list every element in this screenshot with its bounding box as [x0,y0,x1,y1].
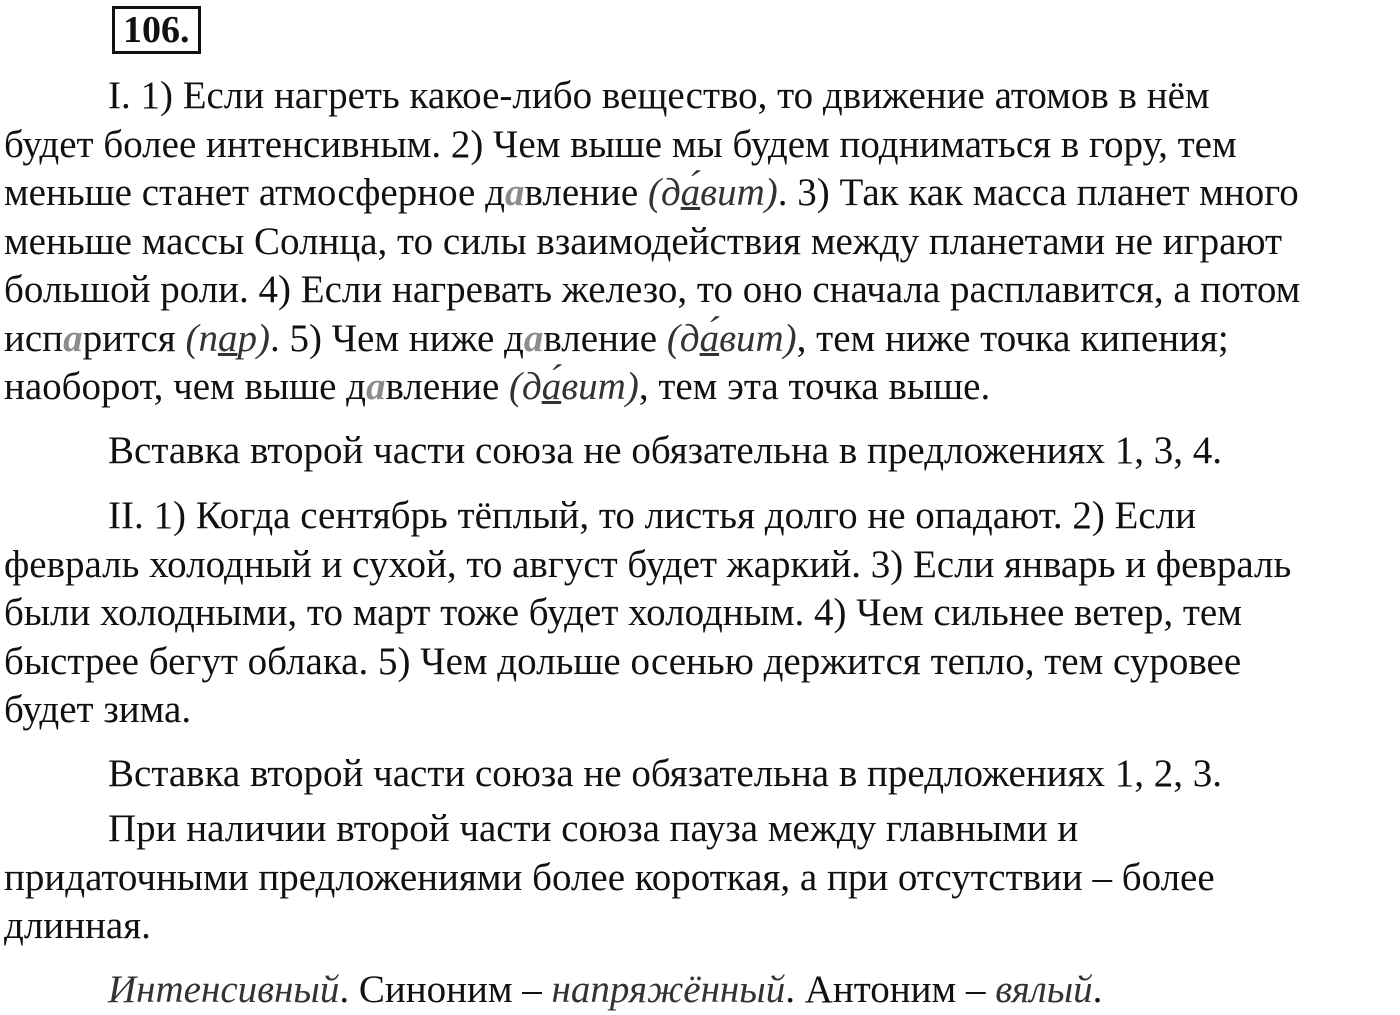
note-1 [4,427,1398,476]
check-word: (да́вит) [666,316,797,360]
text-run: , тем ниже точка кипения; [796,316,1229,360]
section-3 [4,805,1398,951]
text-run: меньше станет атмосферное д [4,171,505,214]
text-run: . [1092,968,1103,1011]
section-1-line-5: большой роли. 4) Если нагревать железо, то оно сначала расплавится, а потом [4,268,1301,311]
section-3-line-3: длинная. [4,904,151,947]
text-run: вление [543,316,667,360]
text-run: вление [524,171,648,214]
section-2 [4,492,1398,735]
highlighted-vowel: а [523,316,544,360]
text-run: . 5) Чем ниже д [269,316,524,360]
base-word: Интенсивный [108,968,340,1011]
section-2-line-3: были холодными, то март тоже будет холодным. 4) Чем сильнее ветер, тем [4,591,1242,634]
highlighted-vowel: а [366,365,386,408]
section-3-line-2: придаточными предложениями более короткая, а при отсутствии – более [4,855,1215,899]
text-run: . 3) Так как масса планет много [777,171,1299,214]
exercise-number: 106. [112,6,201,54]
synonyms-line [4,966,1398,1015]
text-run: исп [4,316,64,360]
section-1-line-2: будет более интенсивным. 2) Чем выше мы будем подниматься в гору, тем [4,122,1237,166]
section-2-line-1: II. 1) Когда сентябрь тёплый, то листья долго не опадают. 2) Если [108,494,1197,537]
section-3-line-1: При наличии второй части союза пауза между главными и [108,807,1079,850]
section-2-line-5: будет зима. [4,688,192,731]
highlighted-vowel: а [504,171,525,214]
note-2-text: Вставка второй части союза не обязательна в предложениях 1, 2, 3. [108,752,1222,795]
section-1-line-7 [4,363,1398,412]
text-run: . Синоним – [339,968,552,1011]
check-word: (да́вит) [509,365,639,408]
text-run: наоборот, чем выше д [4,365,367,408]
text-run: . Антоним – [785,968,996,1011]
section-2-line-2: февраль холодный и сухой, то август будет жаркий. 3) Если январь и февраль [4,542,1292,586]
synonyms-text [4,966,1398,1015]
synonym-word: напряжённый [551,968,786,1011]
antonym-word: вялый [995,968,1093,1011]
check-word: (да́вит) [647,171,778,214]
section-1-line-4: меньше массы Солнца, то силы взаимодействия между планетами не играют [4,219,1283,263]
section-1-line-3 [4,169,1398,218]
section-1-line-6 [4,315,1398,364]
check-word: (пар) [185,316,270,360]
section-1 [4,72,1398,412]
note-1-text: Вставка второй части союза не обязательна в предложениях 1, 3, 4. [108,429,1222,472]
text-run: рится [82,316,186,360]
text-run: вление [385,365,510,408]
text-run: , тем эта точка выше. [638,365,991,408]
section-1-line-1: I. 1) Если нагреть какое-либо вещество, то движение атомов в нём [108,74,1210,117]
note-2 [4,750,1398,799]
highlighted-vowel: а [63,316,83,360]
section-2-line-4: быстрее бегут облака. 5) Чем дольше осенью держится тепло, тем суровее [4,639,1242,683]
